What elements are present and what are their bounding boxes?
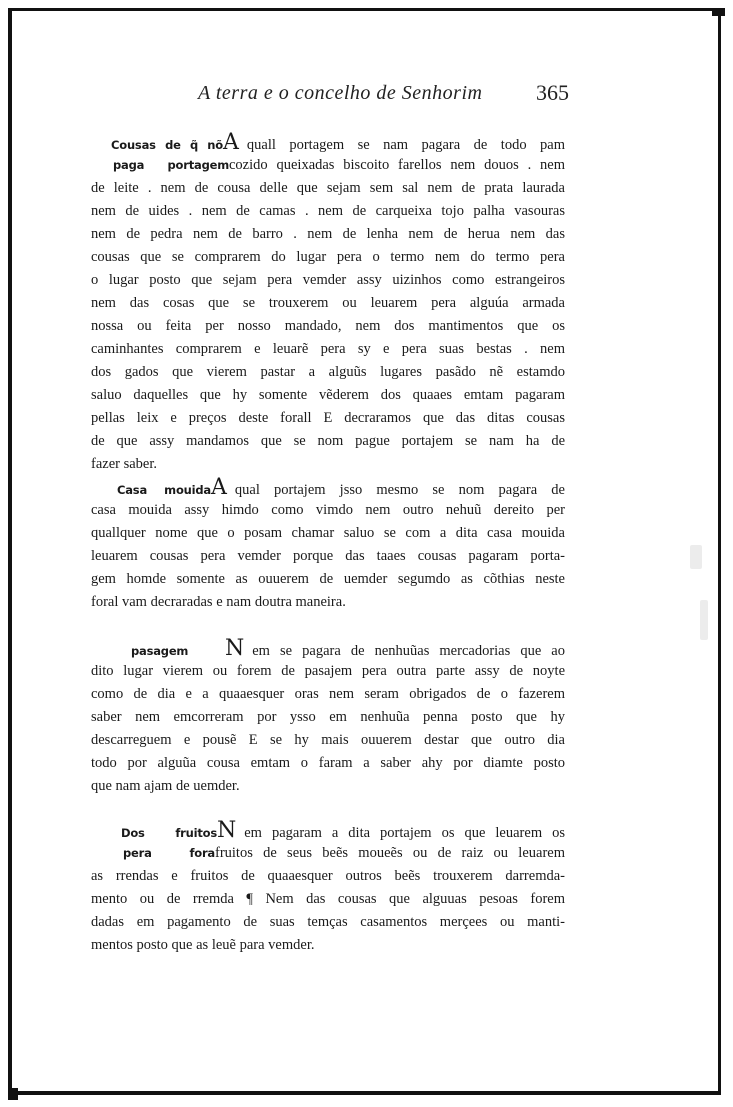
text-line: todo por alguũa cousa emtam o faram a saber ahy por diamte posto [91, 755, 565, 771]
text-line: em se pagara de nenhuũas mercadorias que ao [252, 643, 565, 659]
text-line: pellas leix e preços deste forall E decraramos que das ditas cousas [91, 410, 565, 426]
text-line: saber nem emcorreram por ysso em nenhuũa penna posto que hy [91, 709, 565, 725]
text-line: dito lugar vierem ou forem de pasajem pera outra parte assy de noyte [91, 663, 565, 679]
page-smudge [690, 545, 702, 569]
initial-letter: A [223, 130, 239, 155]
initial-letter: N [217, 818, 237, 843]
text-line: caminhantes comprarem e leuarẽ pera sy e pera suas bestas . nem [91, 341, 565, 357]
text-line: dadas em pagamento de suas temças casamentos merçees ou manti- [91, 914, 565, 930]
margin-heading: Casa mouida [117, 483, 211, 497]
text-line: cozido queixadas biscoito farellos nem douos . nem [229, 157, 565, 173]
initial-letter: A [211, 475, 227, 500]
page-number: 365 [536, 80, 569, 105]
text-line: descarreguem e pousẽ E se hy mais ouuerem destar que outro dia [91, 732, 565, 748]
text-line: nossa ou feita per nosso mandado, nem dos mantimentos que os [91, 318, 565, 334]
text-line: cousas que se comprarem do lugar pera o termo nem do termo pera [91, 249, 565, 265]
text-line: as rrendas e fruitos de quaaesquer outros beẽs trouxerem darremda- [91, 868, 565, 884]
running-title: A terra e o concelho de Senhorim [198, 82, 483, 104]
page-header [0, 82, 733, 112]
text-line: fazer saber. [91, 456, 158, 472]
text-line: de leite . nem de cousa delle que sejam sem sal nem de prata laurada [91, 180, 565, 196]
text-line: mento ou de rremda ¶ Nem das cousas que alguuas pesoas forem [91, 891, 565, 907]
text-line: leuarem cousas pera vemder porque das taaes cousas pagaram porta- [91, 548, 565, 564]
text-line: dos gados que vierem pastar a alguũs lugares pasãdo nẽ estamdo [91, 364, 565, 380]
margin-heading: pera fora [123, 846, 215, 860]
section-pasagem [91, 637, 565, 798]
text-line [91, 819, 565, 842]
text-line: de que assy mandamos que se nom pague portajem se nam ha de [91, 433, 565, 449]
text-line: o lugar posto que sejam pera vemder assy uizinhos como estrangeiros [91, 272, 565, 288]
text-line: qual portajem jsso mesmo se nom pagara de [234, 482, 565, 498]
margin-heading: Cousas de q̃ nõ [111, 138, 223, 152]
corner-mark [712, 8, 725, 16]
initial-letter: N [225, 636, 245, 661]
text-line: casa mouida assy himdo como vimdo nem outro nehuũ dereito per [91, 502, 565, 518]
text-line: saluo daquelles que hy somente vẽderem dos quaaes emtam pagaram [91, 387, 565, 403]
text-line: quallquer nome que o posam chamar saluo se com a dita casa mouida [91, 525, 565, 541]
text-line: nem das cosas que se trouxerem ou leuarem pera alguúa armada [91, 295, 565, 311]
text-line: quall portagem se nam pagara de todo pam [246, 137, 565, 153]
text-line [91, 842, 565, 865]
margin-heading: pasagem [131, 644, 189, 658]
text-line: como de dia e a quaaesquer oras nem seram obrigados de o fazerem [91, 686, 565, 702]
text-line: gem homde somente as ouuerem de uemder segumdo as cõthias neste [91, 571, 565, 587]
text-line: nem de pedra nem de barro . nem de lenha nem de herua nem das [91, 226, 565, 242]
text-line [91, 131, 565, 154]
corner-mark [8, 1088, 18, 1100]
text-line: que nam ajam de uemder. [91, 778, 240, 794]
text-line [91, 154, 565, 177]
text-line: em pagaram a dita portajem os que leuarem os [244, 825, 565, 841]
text-line [91, 476, 565, 499]
text-line: mentos posto que as leuẽ para vemder. [91, 937, 315, 953]
margin-heading: paga portagem [113, 158, 229, 172]
page-smudge [700, 600, 708, 640]
text-line: foral vam decraradas e nam doutra maneira. [91, 594, 346, 610]
section-cousas-portagem [91, 131, 565, 476]
text-line [91, 637, 565, 660]
text-line: fruitos de seus beẽs moueẽs ou de raiz ou leuarem [215, 845, 565, 861]
section-casa-mouida [91, 476, 565, 614]
margin-heading: Dos fruitos [121, 826, 217, 840]
text-line: nem de uides . nem de camas . nem de carqueixa tojo palha vasouras [91, 203, 565, 219]
section-dos-fruitos [91, 819, 565, 957]
